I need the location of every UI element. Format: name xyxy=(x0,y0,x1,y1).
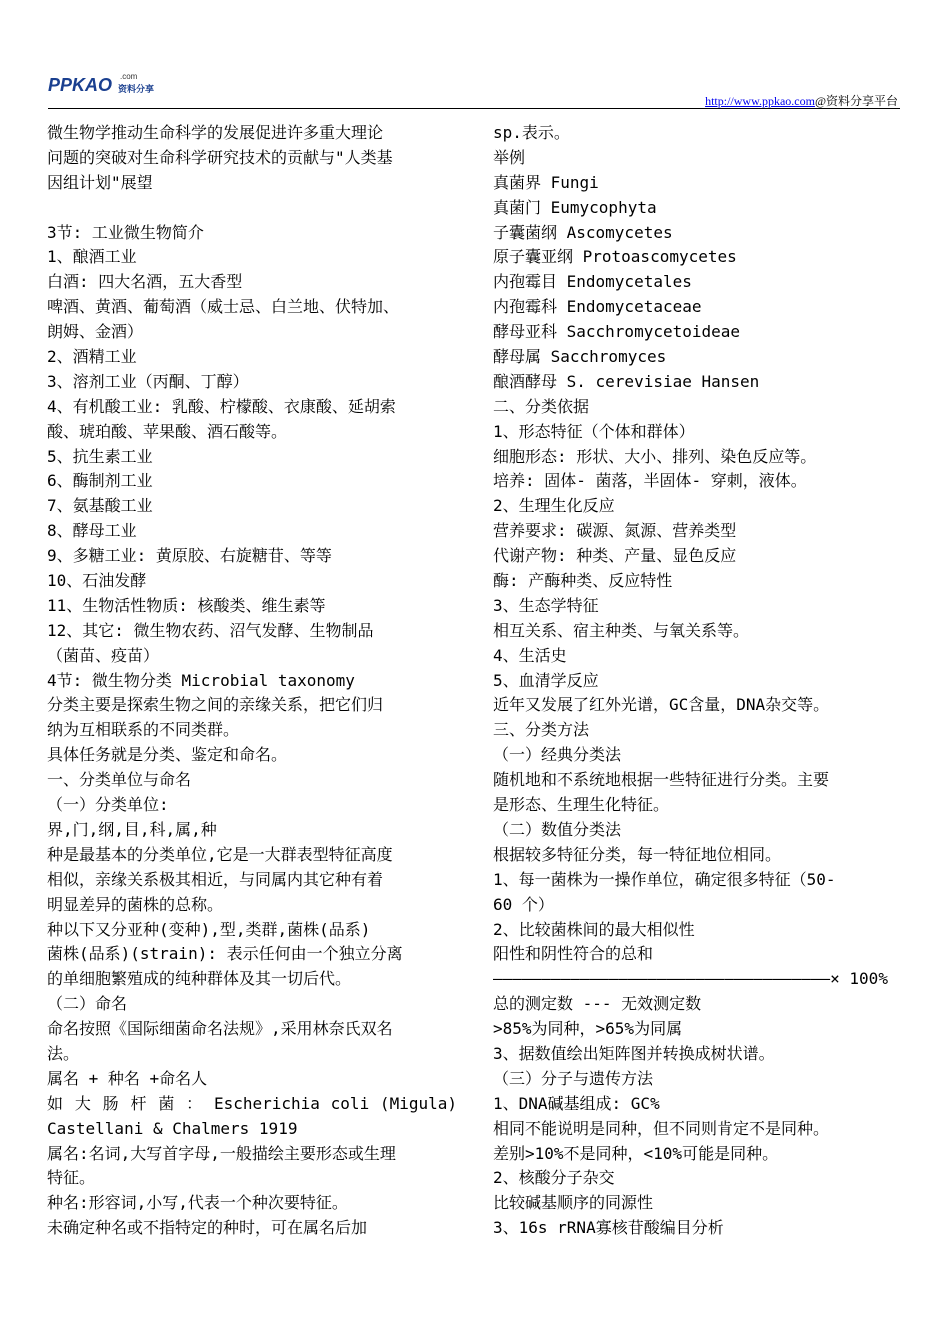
text-line: 白酒: 四大名酒，五大香型 xyxy=(47,272,243,292)
text-line: 种以下又分亚种(变种),型,类群,菌株(品系) xyxy=(47,919,371,939)
text-line: 1、形态特征（个体和群体） xyxy=(493,421,695,441)
text-line: 差别>10%不是同种，<10%可能是同种。 xyxy=(493,1143,779,1163)
text-line: 培养: 固体- 菌落，半固体- 穿刺，液体。 xyxy=(493,471,807,491)
text-line: 特征。 xyxy=(47,1168,96,1188)
header-site-link xyxy=(705,92,898,109)
text-line: （一）经典分类法 xyxy=(493,745,622,765)
text-line: 明显差异的菌株的总称。 xyxy=(47,894,224,914)
text-line: 6、酶制剂工业 xyxy=(47,471,153,491)
text-line: 根据较多特征分类，每一特征地位相同。 xyxy=(493,844,782,864)
text-line: 相互关系、宿主种类、与氧关系等。 xyxy=(493,620,750,640)
text-line: 相似，亲缘关系极其相近，与同属内其它种有着 xyxy=(47,869,384,889)
header-divider xyxy=(48,108,900,109)
text-line: 酵母亚科 Sacchromycetoideae xyxy=(493,322,741,342)
text-line: 代谢产物: 种类、产量、显色反应 xyxy=(493,546,737,566)
site-suffix: @资料分享平台 xyxy=(814,94,898,108)
text-line: 阳性和阴性符合的总和 xyxy=(493,944,654,964)
text-line: 1、酿酒工业 xyxy=(47,247,137,267)
text-line: 子囊菌纲 Ascomycetes xyxy=(493,222,673,242)
text-line: 的单细胞繁殖成的纯种群体及其一切后代。 xyxy=(47,969,352,989)
text-line: 12、其它: 微生物农药、沼气发酵、生物制品 xyxy=(47,620,374,640)
text-line: 10、石油发酵 xyxy=(47,571,147,591)
text-line: （一）分类单位: xyxy=(47,795,169,815)
text-line: 界,门,纲,目,科,属,种 xyxy=(47,819,217,839)
text-line: 总的测定数 --- 无效测定数 xyxy=(493,994,702,1014)
text-line: 4节: 微生物分类 Microbial taxonomy xyxy=(47,670,355,690)
logo-text: PPKAO xyxy=(48,75,113,95)
text-line: 3、据数值绘出矩阵图并转换成树状谱。 xyxy=(493,1043,775,1063)
text-line: 种是最基本的分类单位,它是一大群表型特征高度 xyxy=(47,844,393,864)
site-url-link[interactable]: http://www.ppkao.com xyxy=(705,94,815,108)
text-line: （二）数值分类法 xyxy=(493,819,622,839)
text-line: 2、生理生化反应 xyxy=(493,496,615,516)
text-line xyxy=(47,196,457,221)
text-line: 微生物学推动生命科学的发展促进许多重大理论 xyxy=(47,123,384,142)
text-line: 是形态、生理生化特征。 xyxy=(493,795,670,815)
text-line: 原子囊亚纲 Protoascomycetes xyxy=(493,247,737,267)
text-line: 如 大 肠 杆 菌 ： Escherichia coli (Migula) xyxy=(47,1093,457,1113)
text-line: 3、生态学特征 xyxy=(493,595,599,615)
text-line: >85%为同种，>65%为同属 xyxy=(493,1019,683,1039)
text-line: 近年又发展了红外光谱，GC含量，DNA杂交等。 xyxy=(493,695,830,715)
text-line: 4、有机酸工业: 乳酸、柠檬酸、衣康酸、延胡索 xyxy=(47,396,396,416)
text-line: 问题的突破对生命科学研究技术的贡献与"人类基 xyxy=(47,147,393,167)
text-line: 内孢霉目 Endomycetales xyxy=(493,272,692,292)
text-line: 相同不能说明是同种，但不同则肯定不是同种。 xyxy=(493,1118,830,1138)
text-line: 分类主要是探索生物之间的亲缘关系，把它们归 xyxy=(47,695,384,715)
right-text-column xyxy=(493,121,905,1241)
text-line: 60 个） xyxy=(493,894,554,914)
text-line: 9、多糖工业: 黄原胶、右旋糖苷、等等 xyxy=(47,546,332,566)
text-line: 纳为互相联系的不同类群。 xyxy=(47,720,240,740)
text-line: 11、生物活性物质: 核酸类、维生素等 xyxy=(47,595,326,615)
text-line: 朗姆、金酒） xyxy=(47,322,144,342)
text-line: Castellani & Chalmers 1919 xyxy=(47,1118,298,1138)
logo-subtitle: 资料分享 xyxy=(118,85,155,95)
text-line: 法。 xyxy=(47,1043,80,1063)
text-line: （菌苗、疫苗） xyxy=(47,645,160,665)
text-line: 内孢霉科 Endomycetaceae xyxy=(493,297,702,317)
text-line: 属名 + 种名 +命名人 xyxy=(47,1068,208,1088)
text-line: 1、每一菌株为一操作单位，确定很多特征（50- xyxy=(493,869,836,889)
text-line: 细胞形态: 形状、大小、排列、染色反应等。 xyxy=(493,446,817,466)
text-line: ———————————————————————————————————× 100% xyxy=(493,969,888,989)
text-line: 真菌门 Eumycophyta xyxy=(493,197,657,217)
text-line: 真菌界 Fungi xyxy=(493,172,599,192)
text-line: 种名:形容词,小写,代表一个种次要特征。 xyxy=(47,1193,348,1213)
text-line: 菌株(品系)(strain): 表示任何由一个独立分离 xyxy=(47,944,403,964)
text-line: 5、抗生素工业 xyxy=(47,446,153,466)
text-line: 因组计划"展望 xyxy=(47,172,153,192)
text-line: 3节: 工业微生物简介 xyxy=(47,222,204,242)
text-line: 4、生活史 xyxy=(493,645,567,665)
text-line: （二）命名 xyxy=(47,994,128,1014)
text-line: 3、16s rRNA寡核苷酸编目分析 xyxy=(493,1218,724,1238)
text-line: 5、血清学反应 xyxy=(493,670,599,690)
text-line: 随机地和不系统地根据一些特征进行分类。主要 xyxy=(493,770,830,790)
text-line: 命名按照《国际细菌命名法规》,采用林奈氏双名 xyxy=(47,1019,393,1039)
text-line: 一、分类单位与命名 xyxy=(47,770,192,790)
logo-graphic xyxy=(48,70,158,100)
text-line: sp.表示。 xyxy=(493,123,570,142)
text-line: 酵母属 Sacchromyces xyxy=(493,347,667,367)
text-line: 1、DNA碱基组成: GC% xyxy=(493,1093,660,1113)
text-line: 酿酒酵母 S. cerevisiae Hansen xyxy=(493,371,760,391)
text-line: 比较碱基顺序的同源性 xyxy=(493,1193,654,1213)
text-line: 2、酒精工业 xyxy=(47,347,137,367)
text-line: 举例 xyxy=(493,147,526,167)
text-line: 未确定种名或不指特定的种时，可在属名后加 xyxy=(47,1218,368,1238)
text-line: 酸、琥珀酸、苹果酸、酒石酸等。 xyxy=(47,421,288,441)
text-line: 2、核酸分子杂交 xyxy=(493,1168,615,1188)
text-line: 2、比较菌株间的最大相似性 xyxy=(493,919,695,939)
ppkao-logo[interactable] xyxy=(48,70,158,100)
text-line: 7、氨基酸工业 xyxy=(47,496,153,516)
text-line: 二、分类依据 xyxy=(493,396,590,416)
logo-dotcom: .com xyxy=(120,72,138,81)
left-text-column xyxy=(47,121,457,1241)
text-line: 营养要求: 碳源、氮源、营养类型 xyxy=(493,521,737,541)
text-line: 属名:名词,大写首字母,一般描绘主要形态或生理 xyxy=(47,1143,396,1163)
text-line: 8、酵母工业 xyxy=(47,521,137,541)
text-line: 三、分类方法 xyxy=(493,720,590,740)
text-line: 3、溶剂工业（丙酮、丁醇） xyxy=(47,371,249,391)
text-line: 具体任务就是分类、鉴定和命名。 xyxy=(47,745,288,765)
text-line: 啤酒、黄酒、葡萄酒（威士忌、白兰地、伏特加、 xyxy=(47,297,400,317)
text-line: 酶: 产酶种类、反应特性 xyxy=(493,571,673,591)
text-line: （三）分子与遗传方法 xyxy=(493,1068,654,1088)
